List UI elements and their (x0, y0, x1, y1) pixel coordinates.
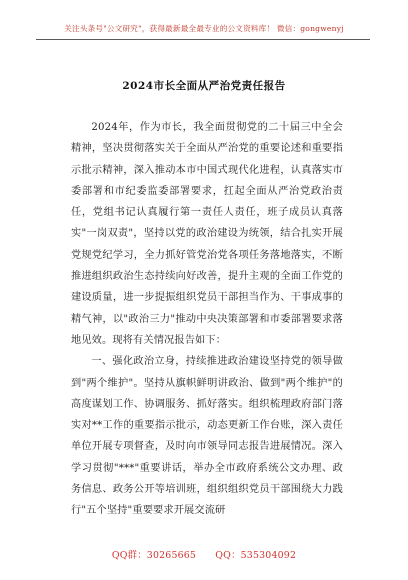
paragraph-intro: 2024年，作为市长，我全面贯彻党的二十届三中全会精神，坚决贯彻落实关于全面从严治党的重要论述和重要指示批示精神，深入推动本市中国式现代化进程，认真落实市委部署和市纪委监委部署要求，扛起全面从严治党政治责任，党组书记认真履行第一责任人责任，班子成员认真落实"一岗双责"，坚持以党的政治建设为统领，结合扎实开展党规党纪学习，全力抓好管党治党各项任务落地落实，不断推进组织政治生态持续向好改善，提升主观的全面工作党的建设质量，进一步提振组织党员干部担当作为、干事成事的精气神，以"政治三力"推动中央决策部署和市委部署要求落地见效。现将有关情况报告如下： (71, 122, 343, 346)
footer-qq-group: QQ群：30265665 (111, 550, 197, 561)
document-body (71, 117, 343, 522)
header-notice: 关注头条号"公文研究"，获得最新最全最专业的公文资料库！ 微信：gongwenyj (64, 24, 344, 33)
footer-qq: QQ：535304092 (215, 550, 297, 561)
document-title: 2024市长全面从严治党责任报告 (122, 80, 286, 92)
footer-contact (0, 547, 408, 561)
header-divider (36, 39, 370, 40)
paragraph-section-one: 一、强化政治立身，持续推进政治建设坚持党的领导做到"两个维护"。坚持从旗帜鲜明讲政治、做到"两个维护"的高度谋划工作、协调服务、抓好落实。组织梳理政府部门落实对**工作的重要指示批示，动态更新工作台账，深入责任单位开展专项督查，及时向市领导同志报告进展情况。深入学习贯彻"***"重要讲话，举办全市政府系统公文办理、政务信息、政务公开等培训班，组织组织党员干部围绕大力践行"五个坚持"重要要求开展交流研 (71, 356, 343, 517)
